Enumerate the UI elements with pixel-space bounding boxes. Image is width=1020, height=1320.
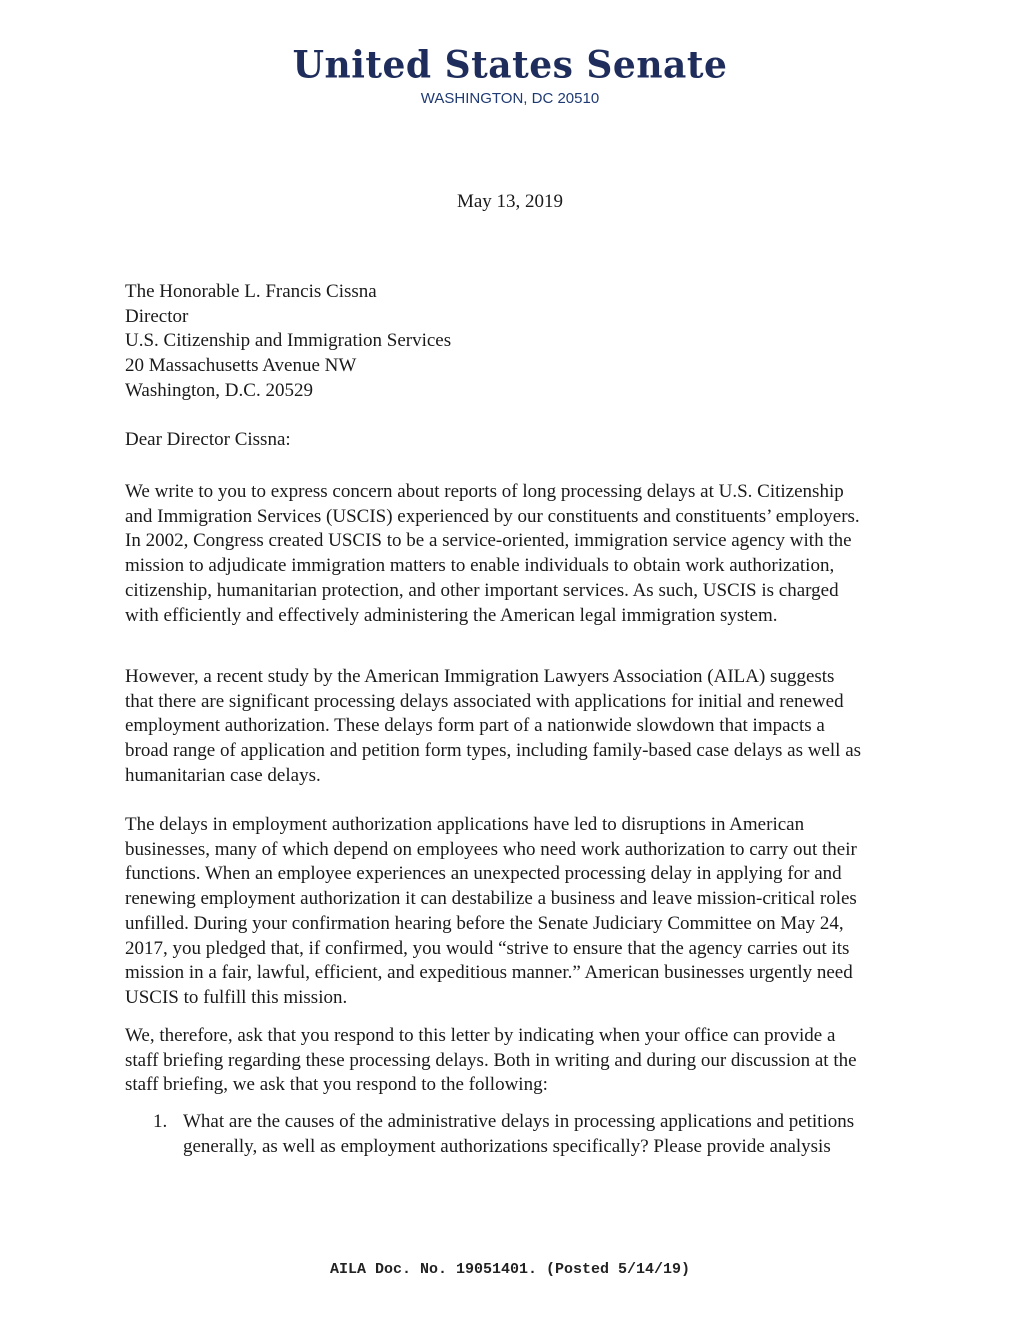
address-line: U.S. Citizenship and Immigration Services — [125, 330, 452, 352]
text-line: mission in a fair, lawful, efficient, and expeditious manner.” American businesses urgently need — [125, 962, 853, 984]
text-line: USCIS to fulfill this mission. — [125, 986, 348, 1008]
recipient-address — [125, 280, 915, 404]
text-line: humanitarian case delays. — [125, 764, 321, 786]
letterhead-title: United States Senate — [292, 42, 728, 88]
text-line: businesses, many of which depend on employees who need work authorization to carry out their — [125, 838, 857, 860]
text-line: citizenship, humanitarian protection, and other important services. As such, USCIS is charged — [125, 579, 839, 601]
list-item-number: 1. — [153, 1111, 168, 1132]
text-line: generally, as well as employment authorizations specifically? Please provide analysis — [183, 1135, 831, 1157]
text-line: 2017, you pledged that, if confirmed, you would “strive to ensure that the agency carries out its — [125, 937, 850, 959]
text-line: renewing employment authorization it can destabilize a business and leave mission-critical roles — [125, 888, 857, 910]
address-line: Washington, D.C. 20529 — [125, 379, 313, 401]
text-line: employment authorization. These delays form part of a nationwide slowdown that impacts a — [125, 715, 825, 737]
text-line: functions. When an employee experiences an unexpected processing delay in applying for and — [125, 863, 842, 885]
text-line: mission to adjudicate immigration matters to enable individuals to obtain work authorization, — [125, 555, 835, 577]
text-line: We write to you to express concern about reports of long processing delays at U.S. Citizenship — [125, 481, 844, 502]
text-line: We, therefore, ask that you respond to this letter by indicating when your office can provide a — [125, 1025, 836, 1046]
paragraph-2 — [125, 665, 915, 789]
text-line: staff briefing, we ask that you respond to the following: — [125, 1074, 548, 1096]
text-line: The delays in employment authorization applications have led to disruptions in American — [125, 814, 805, 835]
text-line: staff briefing regarding these processing delays. Both in writing and during our discussion at the — [125, 1049, 857, 1071]
address-line: Director — [125, 305, 189, 327]
text-line: that there are significant processing delays associated with applications for initial and renewed — [125, 690, 844, 712]
text-line: broad range of application and petition form types, including family-based case delays as well as — [125, 740, 862, 762]
text-line: However, a recent study by the American Immigration Lawyers Association (AILA) suggests — [125, 666, 835, 687]
text-line: with efficiently and effectively administering the American legal immigration system. — [125, 604, 778, 626]
paragraph-3 — [125, 813, 915, 1011]
text-line: In 2002, Congress created USCIS to be a service-oriented, immigration service agency with the — [125, 530, 852, 552]
address-line: The Honorable L. Francis Cissna — [125, 281, 377, 302]
paragraph-1 — [125, 480, 915, 628]
letterhead-location: WASHINGTON, DC 20510 — [420, 90, 600, 107]
paragraph-4 — [125, 1024, 915, 1098]
address-line: 20 Massachusetts Avenue NW — [125, 355, 357, 377]
text-line: What are the causes of the administrative delays in processing applications and petitions — [183, 1111, 855, 1132]
list-item — [183, 1110, 913, 1159]
text-line: unfilled. During your confirmation hearing before the Senate Judiciary Committee on May 24, — [125, 912, 844, 934]
letter-date: May 13, 2019 — [456, 191, 564, 212]
document-footer: AILA Doc. No. 19051401. (Posted 5/14/19) — [329, 1261, 691, 1278]
salutation: Dear Director Cissna: — [125, 429, 291, 450]
text-line: and Immigration Services (USCIS) experienced by our constituents and constituents’ employers. — [125, 505, 860, 527]
